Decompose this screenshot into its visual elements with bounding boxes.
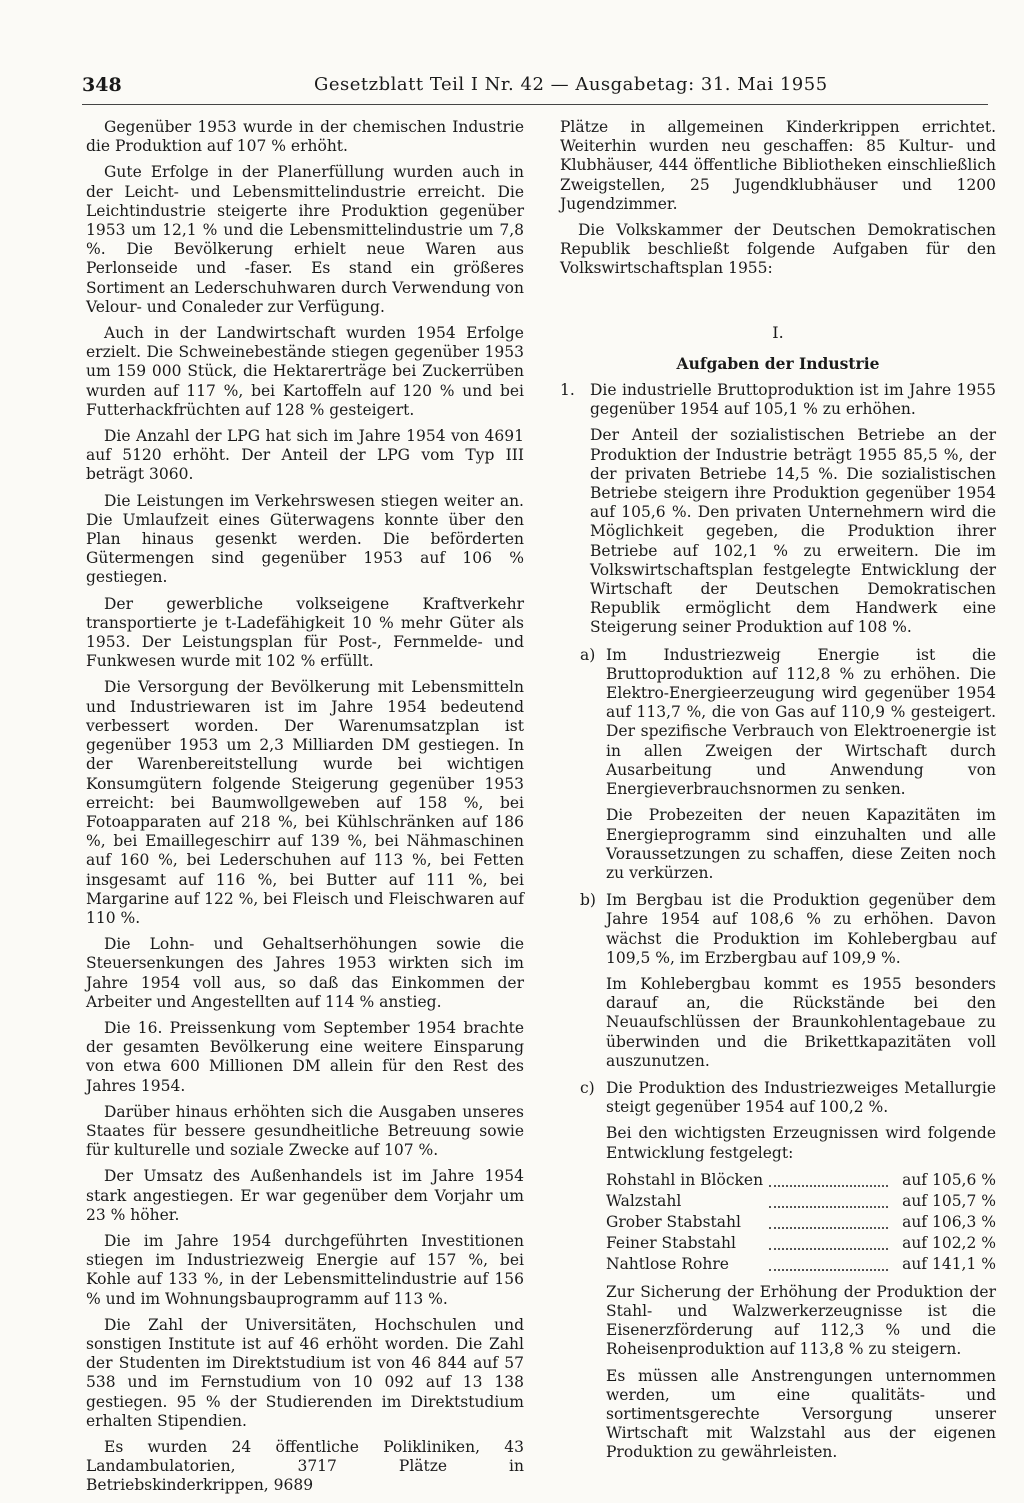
paragraph: Die Lohn- und Gehaltserhöhungen sowie die Steuersenkungen des Jahres 1953 wirkten sich im Jahre 1954 voll aus, so daß das Einkommen der Arbeiter und Angestellten auf 114 % anstieg. [86, 935, 524, 1011]
paragraph: Der Anteil der sozialistischen Betriebe an der Produktion der Industrie beträgt 1955 85,5 %, der der privaten Betriebe 14,5 %. Die sozialistischen Betriebe steigern ihre Produktion gegenüber 1954 auf 105,6 %. Den privaten Unternehmern wird die Möglichkeit gegeben, die Produktion ihrer Betriebe auf 102,1 % zu erweitern. Die im Volkswirtschaftsplan festgelegte Entwicklung der Wirtschaft der Deutschen Demokratischen Republik ermöglicht dem Handwerk eine Steigerung seiner Produktion auf 108 %. [590, 426, 996, 637]
list-item [560, 381, 996, 419]
product-value: auf 105,7 % [902, 1191, 996, 1210]
product-table [606, 1170, 996, 1275]
table-row [606, 1212, 996, 1233]
paragraph: Es wurden 24 öffentliche Polikliniken, 43 Landambulatorien, 3717 Plätze in Betriebskinderkrippen, 9689 [86, 1438, 524, 1495]
section-heading: Aufgaben der Industrie [676, 353, 880, 373]
paragraph: Der Umsatz des Außenhandels ist im Jahre 1954 stark angestiegen. Er war gegenüber dem Vorjahr um 23 % höher. [86, 1167, 524, 1224]
sub-item-label: a) [580, 645, 596, 664]
paragraph: Die Leistungen im Verkehrswesen stiegen weiter an. Die Umlaufzeit eines Güterwagens konnte über den Plan hinaus gesenkt werden. Die beförderten Gütermengen sind gegenüber 1953 auf 106 % gestiegen. [86, 491, 524, 587]
header-title: Gesetzblatt Teil I Nr. 42 — Ausgabetag: 31. Mai 1955 [314, 74, 828, 95]
sub-item-b [580, 891, 996, 968]
dot-leader [763, 1254, 894, 1275]
left-column [86, 118, 524, 1503]
dot-leader [763, 1191, 894, 1212]
paragraph: Die im Jahre 1954 durchgeführten Investitionen stiegen im Industriezweig Energie auf 157 %, bei Kohle auf 133 %, in der Lebensmittelindustrie auf 156 % und im Wohnungsbauprogramm auf 113 %. [86, 1231, 524, 1308]
paragraph: Plätze in allgemeinen Kinderkrippen errichtet. Weiterhin wurden neu geschaffen: 85 Kultur- und Klubhäuser, 444 öffentliche Bibliotheken einschließlich Zweigstellen, 25 Jugendklubhäuser und 1200 Jugendzimmer. [560, 118, 996, 213]
dot-leader [763, 1170, 894, 1191]
paragraph: Die Versorgung der Bevölkerung mit Lebensmitteln und Industriewaren ist im Jahre 1954 bedeutend verbessert worden. Der Warenumsatzplan ist gegenüber 1953 um 2,3 Milliarden DM gestiegen. In der Warenbereitstellung wurde bei wichtigen Konsumgütern folgende Steigerung gegenüber 1953 erreicht: bei Baumwollgeweben auf 158 %, bei Fotoapparaten auf 218 %, bei Kühlschränken auf 186 %, bei Emaillegeschirr auf 139 %, bei Nähmaschinen auf 160 %, bei Lederschuhen auf 113 %, bei Fetten insgesamt auf 116 %, bei Butter auf 111 %, bei Margarine auf 122 %, bei Fleisch und Fleischwaren auf 110 %. [86, 678, 524, 927]
product-value: auf 105,6 % [902, 1170, 996, 1189]
sub-item-label: c) [580, 1078, 595, 1097]
item-number: 1. [560, 381, 575, 400]
table-row [606, 1170, 996, 1191]
item-text: Die industrielle Bruttoproduktion ist im Jahre 1955 gegenüber 1954 auf 105,1 % zu erhöhen. [590, 381, 996, 419]
paragraph: Bei den wichtigsten Erzeugnissen wird folgende Entwicklung festgelegt: [606, 1124, 996, 1162]
dot-leader [763, 1233, 894, 1254]
product-name: Grober Stabstahl [606, 1212, 741, 1231]
product-value: auf 141,1 % [902, 1254, 996, 1273]
paragraph: Darüber hinaus erhöhten sich die Ausgaben unseres Staates für bessere gesundheitliche Betreuung sowie für kulturelle und soziale Zwecke auf 107 %. [86, 1102, 524, 1160]
paragraph: Auch in der Landwirtschaft wurden 1954 Erfolge erzielt. Die Schweinebestände stiegen gegenüber 1953 um 159 000 Stück, die Hektarerträge bei Zuckerrüben wurden auf 117 %, bei Kartoffeln auf 120 % und bei Futterhackfrüchten auf 128 % gesteigert. [86, 324, 524, 419]
product-value: auf 102,2 % [902, 1233, 996, 1252]
sub-item-label: b) [580, 891, 596, 910]
section-number: I. [772, 322, 784, 342]
page-header [82, 74, 988, 105]
sub-item-text: Die Produktion des Industriezweiges Metallurgie steigt gegenüber 1954 auf 100,2 %. [606, 1078, 996, 1117]
paragraph: Die Zahl der Universitäten, Hochschulen und sonstigen Institute ist auf 46 erhöht worden. Die Zahl der Studenten im Direktstudium ist von 46 844 auf 57 538 und im Fernstudium von 10 092 auf 13 138 gestiegen. 95 % der Studierenden im Direktstudium erhalten Stipendien. [86, 1315, 524, 1430]
paragraph: Die Volkskammer der Deutschen Demokratischen Republik beschließt folgende Aufgaben für den Volkswirtschaftsplan 1955: [560, 221, 996, 278]
sub-item-text: Im Industriezweig Energie ist die Bruttoproduktion auf 112,8 % zu erhöhen. Die Elektro-Energieerzeugung wird gegenüber 1954 auf 113,7 %, die von Gas auf 110,9 % gesteigert. Der spezifische Verbrauch von Elektroenergie ist in allen Zweigen der Wirtschaft durch Ausarbeitung und Anwendung von Energieverbrauchsnormen zu senken. [606, 645, 996, 799]
table-row [606, 1233, 996, 1254]
sub-item-text: Im Bergbau ist die Produktion gegenüber dem Jahre 1954 auf 108,6 % zu erhöhen. Davon wächst die Produktion im Kohlebergbau auf 109,5 %, im Erzbergbau auf 109,9 %. [606, 891, 996, 967]
product-value: auf 106,3 % [902, 1212, 996, 1231]
paragraph: Die 16. Preissenkung vom September 1954 brachte der gesamten Bevölkerung eine weitere Einsparung von etwa 600 Millionen DM allein für den Rest des Jahres 1954. [86, 1018, 524, 1095]
paragraph: Gute Erfolge in der Planerfüllung wurden auch in der Leicht- und Lebensmittelindustrie erreicht. Die Leichtindustrie steigerte ihre Produktion gegenüber 1953 um 12,1 % und die Lebensmittelindustrie um 7,8 %. Die Bevölkerung erhielt neue Waren aus Perlonseide und -faser. Es stand ein größeres Sortiment an Lederschuhwaren durch Verwendung von Velour- und Conaleder zur Verfügung. [86, 163, 524, 316]
sub-item-c [580, 1079, 996, 1117]
product-name: Walzstahl [606, 1191, 682, 1210]
product-name: Rohstahl in Blöcken [606, 1170, 764, 1189]
paragraph: Zur Sicherung der Erhöhung der Produktion der Stahl- und Walzwerkerzeugnisse ist die Eisenerzförderung auf 112,3 % und die Roheisenproduktion auf 113,8 % zu steigern. [606, 1282, 996, 1359]
table-row [606, 1191, 996, 1212]
sub-item-a [580, 646, 996, 800]
paragraph: Die Anzahl der LPG hat sich im Jahre 1954 von 4691 auf 5120 erhöht. Der Anteil der LPG vom Typ III beträgt 3060. [86, 427, 524, 484]
product-name: Nahtlose Rohre [606, 1254, 729, 1273]
right-column [560, 118, 996, 1470]
paragraph: Die Probezeiten der neuen Kapazitäten im Energieprogramm sind einzuhalten und alle Voraussetzungen zu schaffen, diese Zeiten noch zu verkürzen. [606, 806, 996, 882]
page-number: 348 [82, 74, 122, 96]
table-row [606, 1254, 996, 1275]
paragraph: Der gewerbliche volkseigene Kraftverkehr transportierte je t-Ladefähigkeit 10 % mehr Güter als 1953. Der Leistungsplan für Post-, Fernmelde- und Funkwesen wurde mit 102 % erfüllt. [86, 594, 524, 671]
product-name: Feiner Stabstahl [606, 1233, 736, 1252]
dot-leader [763, 1212, 894, 1233]
paragraph: Gegenüber 1953 wurde in der chemischen Industrie die Produktion auf 107 % erhöht. [86, 118, 524, 156]
paragraph: Es müssen alle Anstrengungen unternommen werden, um eine qualitäts- und sortimentsgerechte Versorgung unserer Wirtschaft mit Walzstahl aus der eigenen Produktion zu gewährleisten. [606, 1366, 996, 1462]
paragraph: Im Kohlebergbau kommt es 1955 besonders darauf an, die Rückstände bei den Neuaufschlüssen der Braunkohlentagebaue zu überwinden und die Brikettkapazitäten voll auszunutzen. [606, 974, 996, 1070]
